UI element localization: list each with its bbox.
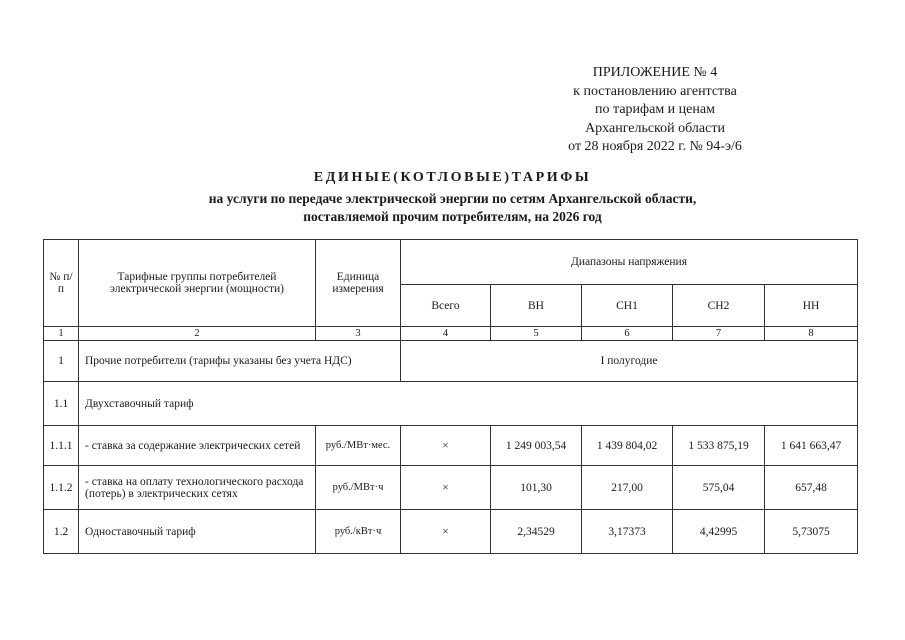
- document-title: ЕДИНЫЕ(КОТЛОВЫЕ)ТАРИФЫ: [313, 170, 592, 185]
- document-subtitle: [0, 190, 905, 226]
- row-unit: руб./МВт·мес.: [316, 426, 401, 466]
- header-groups: Тарифные группы потребителей электрической энергии (мощности): [79, 240, 316, 327]
- row-name: - ставка на оплату технологического расхода (потерь) в электрических сетях: [79, 466, 316, 510]
- row-num: 1: [44, 341, 79, 382]
- header-ranges: Диапазоны напряжения: [401, 240, 858, 285]
- header-vn: ВН: [491, 285, 582, 327]
- row-unit: руб./МВт·ч: [316, 466, 401, 510]
- value-sn2: 4,42995: [673, 510, 765, 554]
- table-row: [44, 426, 858, 466]
- header-unit: Единица измерения: [316, 240, 401, 327]
- row-num: 1.1: [44, 382, 79, 426]
- column-number: 2: [79, 327, 316, 341]
- value-sn2: 575,04: [673, 466, 765, 510]
- appendix-block: [520, 64, 790, 157]
- header-row: [44, 240, 858, 285]
- row-name: Двухставочный тариф: [79, 382, 858, 426]
- column-number: 1: [44, 327, 79, 341]
- value-nn: 657,48: [765, 466, 858, 510]
- appendix-line: по тарифам и ценам: [595, 102, 715, 117]
- value-vn: 101,30: [491, 466, 582, 510]
- row-num: 1.1.2: [44, 466, 79, 510]
- value-sn1: 1 439 804,02: [582, 426, 673, 466]
- subtitle-line-2: поставляемой прочим потребителям, на 2026 год: [303, 209, 602, 224]
- header-nn: НН: [765, 285, 858, 327]
- value-total: ×: [401, 510, 491, 554]
- column-number: 8: [765, 327, 858, 341]
- column-number: 3: [316, 327, 401, 341]
- row-num: 1.1.1: [44, 426, 79, 466]
- value-vn: 1 249 003,54: [491, 426, 582, 466]
- table-row: [44, 466, 858, 510]
- subtitle-line-1: на услуги по передаче электрической энергии по сетям Архангельской области,: [208, 191, 697, 206]
- row-name: - ставка за содержание электрических сетей: [79, 426, 316, 466]
- value-nn: 1 641 663,47: [765, 426, 858, 466]
- value-sn2: 1 533 875,19: [673, 426, 765, 466]
- column-number: 6: [582, 327, 673, 341]
- row-num: 1.2: [44, 510, 79, 554]
- row-name: Одноставочный тариф: [79, 510, 316, 554]
- header-sn1: СН1: [582, 285, 673, 327]
- value-total: ×: [401, 426, 491, 466]
- table-row: [44, 510, 858, 554]
- column-number: 4: [401, 327, 491, 341]
- value-vn: 2,34529: [491, 510, 582, 554]
- appendix-line: к постановлению агентства: [573, 83, 737, 99]
- column-number: 5: [491, 327, 582, 341]
- row-unit: руб./кВт·ч: [316, 510, 401, 554]
- column-number: 7: [673, 327, 765, 341]
- table-row: [44, 341, 858, 382]
- header-num: № п/п: [44, 240, 79, 327]
- row-name: Прочие потребители (тарифы указаны без учета НДС): [79, 341, 401, 382]
- value-sn1: 3,17373: [582, 510, 673, 554]
- value-total: ×: [401, 466, 491, 510]
- header-total: Всего: [401, 285, 491, 327]
- appendix-title: ПРИЛОЖЕНИЕ № 4: [592, 65, 718, 80]
- header-sn2: СН2: [673, 285, 765, 327]
- tariffs-table: [43, 239, 858, 554]
- value-nn: 5,73075: [765, 510, 858, 554]
- column-number-row: [44, 327, 858, 341]
- value-sn1: 217,00: [582, 466, 673, 510]
- appendix-line: Архангельской области: [585, 120, 725, 136]
- period-cell: I полугодие: [401, 341, 858, 382]
- table-row: [44, 382, 858, 426]
- appendix-date: от 28 ноября 2022 г. № 94-э/6: [568, 139, 742, 154]
